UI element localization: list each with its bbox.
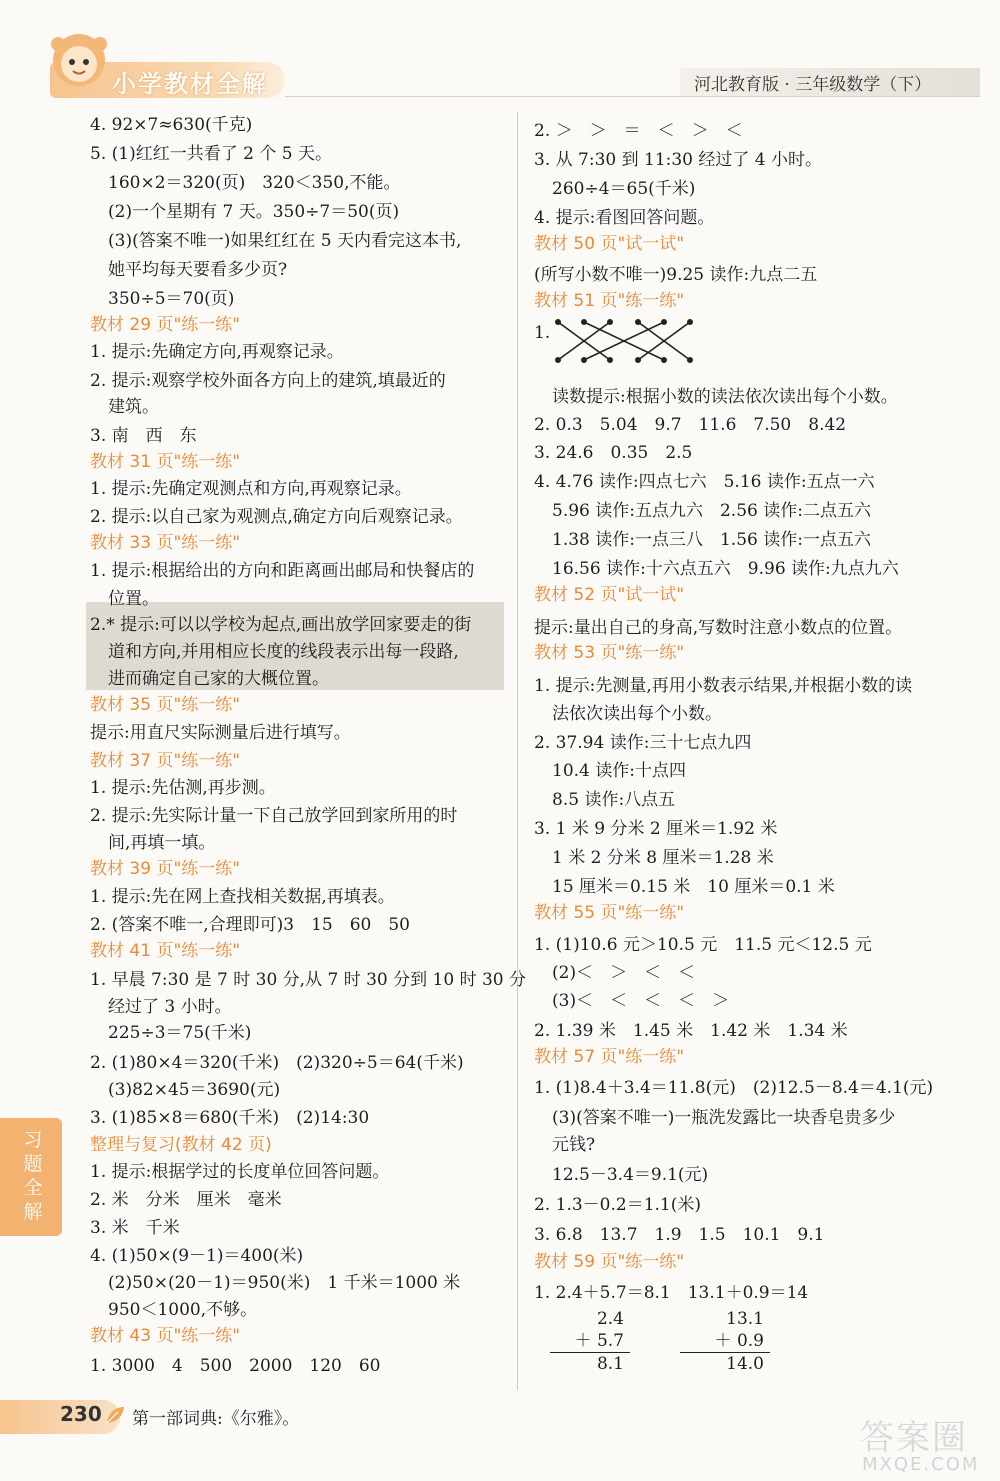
section-heading: 教材 43 页"练一练" <box>90 1326 241 1346</box>
answer-line: 法依次读出每个小数。 <box>552 704 722 724</box>
answer-line: 12.5－3.4＝9.1(元) <box>552 1165 709 1185</box>
answer-line: 2. (1)80×4＝320(千米) (2)320÷5＝64(千米) <box>90 1053 464 1073</box>
answer-line: 1. 提示:先在网上查找相关数据,再填表。 <box>90 887 395 907</box>
answer-line: (3)＜ ＜ ＜ ＜ ＞ <box>552 991 730 1011</box>
brand-title: 小学教材全解 <box>112 70 268 98</box>
vertical-addition-2 <box>680 1308 770 1375</box>
answer-line: (2)50×(20－1)＝950(米) 1 千米＝1000 米 <box>108 1273 461 1293</box>
answer-line: 1. 提示:先确定观测点和方向,再观察记录。 <box>90 479 412 499</box>
answer-line: 3. 南 西 东 <box>90 426 197 446</box>
answer-line: (所写小数不唯一)9.25 读作:九点二五 <box>534 265 818 285</box>
answer-line: 2. 0.3 5.04 9.7 11.6 7.50 8.42 <box>534 415 847 435</box>
answer-line: 3. 从 7:30 到 11:30 经过了 4 小时。 <box>534 150 823 170</box>
section-heading: 教材 59 页"练一练" <box>534 1252 685 1272</box>
answer-line: 1. 早晨 7:30 是 7 时 30 分,从 7 时 30 分到 10 时 30 分 <box>90 970 527 990</box>
answer-line: 道和方向,并用相应长度的线段表示出每一段路, <box>108 642 459 662</box>
answer-line: 提示:量出自己的身高,写数时注意小数点的位置。 <box>534 618 903 638</box>
answer-line: 4. 92×7≈630(千克) <box>90 115 253 135</box>
answer-line: 2. 提示:观察学校外面各方向上的建筑,填最近的 <box>90 371 446 391</box>
book-title: 河北教育版 · 三年级数学（下） <box>694 75 932 95</box>
answer-line: 2. 37.94 读作:三十七点九四 <box>534 733 752 753</box>
answer-line: 2. 提示:先实际计量一下自己放学回到家所用的时 <box>90 806 458 826</box>
answer-line: 1. 提示:先测量,再用小数表示结果,并根据小数的读 <box>534 676 913 696</box>
answer-line: 1. 提示:先估测,再步测。 <box>90 778 276 798</box>
answer-line: (3)82×45＝3690(元) <box>108 1080 281 1100</box>
answer-line: 1. 提示:根据给出的方向和距离画出邮局和快餐店的 <box>90 561 475 581</box>
answer-line: 2.* 提示:可以以学校为起点,画出放学回家要走的街 <box>90 615 472 635</box>
answer-line: 元钱? <box>552 1135 596 1155</box>
answer-line: 4. 4.76 读作:四点七六 5.16 读作:五点一六 <box>534 472 875 492</box>
section-heading: 教材 50 页"试一试" <box>534 234 685 254</box>
answer-line: 2. 1.39 米 1.45 米 1.42 米 1.34 米 <box>534 1021 848 1041</box>
answer-line: (2)＜ ＞ ＜ ＜ <box>552 963 696 983</box>
answer-line: 3. 24.6 0.35 2.5 <box>534 443 693 463</box>
answer-line: 3. 米 千米 <box>90 1218 180 1238</box>
answer-line: 经过了 3 小时。 <box>108 997 232 1017</box>
answer-line: (3)(答案不唯一)一瓶洗发露比一块香皂贵多少 <box>552 1108 896 1128</box>
section-heading: 教材 52 页"试一试" <box>534 585 685 605</box>
mascot-icon <box>44 24 114 94</box>
header-rule <box>285 96 980 97</box>
answer-line: 1 米 2 分米 8 厘米＝1.28 米 <box>552 848 774 868</box>
section-heading: 教材 51 页"练一练" <box>534 291 685 311</box>
answer-line: 8.5 读作:八点五 <box>552 790 676 810</box>
addend: ＋ 0.9 <box>680 1330 770 1353</box>
answer-line: 位置。 <box>108 589 159 609</box>
section-heading: 教材 53 页"练一练" <box>534 643 685 663</box>
answer-line: 2. ＞ ＞ ＝ ＜ ＞ ＜ <box>534 121 743 141</box>
section-heading: 教材 31 页"练一练" <box>90 452 241 472</box>
matching-lines-diagram <box>554 316 694 366</box>
section-heading: 教材 57 页"练一练" <box>534 1047 685 1067</box>
section-heading: 教材 29 页"练一练" <box>90 315 241 335</box>
answer-line: 3. 1 米 9 分米 2 厘米＝1.92 米 <box>534 819 778 839</box>
vertical-addition-1 <box>550 1308 630 1375</box>
answer-line: 4. (1)50×(9－1)＝400(米) <box>90 1246 304 1266</box>
answer-line: 1. 提示:根据学过的长度单位回答问题。 <box>90 1162 390 1182</box>
answer-line: 2. 米 分米 厘米 毫米 <box>90 1190 282 1210</box>
answer-line: 间,再填一填。 <box>108 833 216 853</box>
answer-line: 1. 3000 4 500 2000 120 60 <box>90 1356 381 1376</box>
answer-line: 2. (答案不唯一,合理即可)3 15 60 50 <box>90 915 411 935</box>
addend: 13.1 <box>726 1309 764 1329</box>
answer-line: 5. (1)红红一共看了 2 个 5 天。 <box>90 144 332 164</box>
section-heading: 教材 35 页"练一练" <box>90 695 241 715</box>
answer-line: 16.56 读作:十六点五六 9.96 读作:九点九六 <box>552 559 899 579</box>
answer-line: (2)一个星期有 7 天。350÷7＝50(页) <box>108 202 400 222</box>
answer-line: (3)(答案不唯一)如果红红在 5 天内看完这本书, <box>108 231 462 251</box>
section-heading: 教材 39 页"练一练" <box>90 859 241 879</box>
answer-line: 3. 6.8 13.7 1.9 1.5 10.1 9.1 <box>534 1225 825 1245</box>
answer-line: 1. (1)8.4＋3.4＝11.8(元) (2)12.5－8.4＝4.1(元) <box>534 1078 934 1098</box>
answer-line: 读数提示:根据小数的读法依次读出每个小数。 <box>552 387 898 407</box>
answer-line: 1.38 读作:一点三八 1.56 读作:一点五六 <box>552 530 871 550</box>
answer-line: 1. 2.4＋5.7＝8.1 13.1＋0.9＝14 <box>534 1283 809 1303</box>
watermark-logo: 答案圈 <box>860 1418 968 1458</box>
answer-line: 提示:用直尺实际测量后进行填写。 <box>90 723 351 743</box>
sum: 8.1 <box>596 1354 624 1374</box>
answer-line: 4. 提示:看图回答问题。 <box>534 208 715 228</box>
section-heading: 教材 55 页"练一练" <box>534 903 685 923</box>
answer-line: 她平均每天要看多少页? <box>108 260 288 280</box>
answer-line: 260÷4＝65(千米) <box>552 179 696 199</box>
answer-line: 建筑。 <box>108 397 159 417</box>
section-heading: 教材 33 页"练一练" <box>90 533 241 553</box>
answer-line: 10.4 读作:十点四 <box>552 761 686 781</box>
section-heading: 教材 37 页"练一练" <box>90 751 241 771</box>
answer-line: 2. 1.3－0.2＝1.1(米) <box>534 1195 701 1215</box>
answer-line: 2. 提示:以自己家为观测点,确定方向后观察记录。 <box>90 507 463 527</box>
sum: 14.0 <box>726 1354 764 1374</box>
section-heading: 整理与复习(教材 42 页) <box>90 1135 272 1155</box>
addend: ＋ 5.7 <box>550 1330 630 1353</box>
answer-line: 3. (1)85×8＝680(千米) (2)14:30 <box>90 1108 370 1128</box>
addend: 2.4 <box>596 1309 624 1329</box>
answer-line: 5.96 读作:五点九六 2.56 读作:二点五六 <box>552 501 871 521</box>
side-tab-label: 习题全解 <box>23 1129 43 1223</box>
answer-line: 进而确定自己家的大概位置。 <box>108 669 329 689</box>
answer-line: 15 厘米＝0.15 米 10 厘米＝0.1 米 <box>552 877 835 897</box>
column-divider <box>517 112 518 1390</box>
answer-line: 225÷3＝75(千米) <box>108 1023 252 1043</box>
footer-fact: 第一部词典:《尔雅》。 <box>132 1409 300 1429</box>
answer-line: 1. <box>534 323 551 343</box>
answer-line: 350÷5＝70(页) <box>108 289 235 309</box>
page-number: 230 <box>60 1402 102 1426</box>
answer-line: 1. (1)10.6 元＞10.5 元 11.5 元＜12.5 元 <box>534 935 872 955</box>
answer-line: 950＜1000,不够。 <box>108 1300 258 1320</box>
answer-line: 1. 提示:先确定方向,再观察记录。 <box>90 342 344 362</box>
section-heading: 教材 41 页"练一练" <box>90 941 241 961</box>
leaf-icon <box>104 1404 126 1426</box>
page-header <box>0 0 1000 110</box>
answer-line: 160×2＝320(页) 320＜350,不能。 <box>108 173 401 193</box>
watermark-url: MXQE.COM <box>862 1454 980 1475</box>
